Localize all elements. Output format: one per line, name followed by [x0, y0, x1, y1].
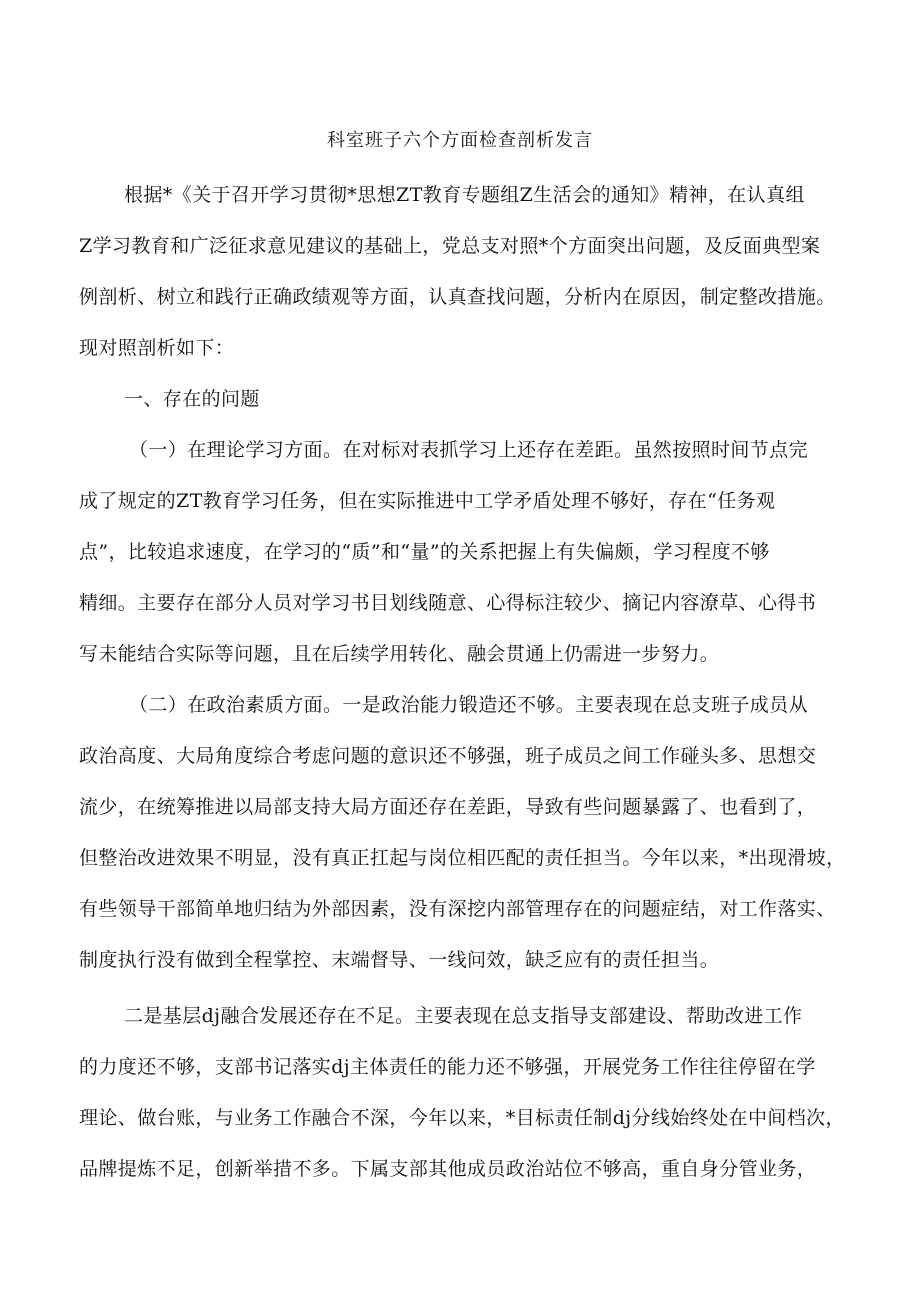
section-heading: 一、存在的问题	[124, 388, 260, 410]
paragraph-line: 成了规定的ZT教育学习任务，但在实际推进中工学矛盾处理不够好，存在“任务观	[79, 490, 776, 512]
paragraph-line: （一）在理论学习方面。在对标对表抓学习上还存在差距。虽然按照时间节点完	[129, 439, 809, 461]
paragraph-line: 的力度还不够，支部书记落实dj主体责任的能力还不够强，开展党务工作往往停留在学	[79, 1056, 816, 1078]
paragraph-line: 理论、做台账，与业务工作融合不深，今年以来，*目标责任制dj分线始终处在中间档次，	[79, 1107, 845, 1129]
document-title: 科室班子六个方面检查剖析发言	[327, 130, 593, 151]
paragraph-line: 制度执行没有做到全程掌控、末端督导、一线问效，缺乏应有的责任担当。	[79, 949, 720, 971]
paragraph-line: 但整治改进效果不明显，没有真正扛起与岗位相匹配的责任担当。今年以来，*出现滑坡，	[79, 847, 846, 869]
paragraph-line: 政治高度、大局角度综合考虑问题的意识还不够强，班子成员之间工作碰头多、思想交	[79, 745, 817, 767]
paragraph-line: 写未能结合实际等问题，且在后续学用转化、融会贯通上仍需进一步努力。	[79, 643, 720, 665]
paragraph-line: 例剖析、树立和践行正确政绩观等方面，认真查找问题，分析内在原因，制定整改措施。	[79, 286, 836, 308]
paragraph-line: 根据*《关于召开学习贯彻*思想ZT教育专题组Z生活会的通知》精神，在认真组	[124, 184, 805, 206]
paragraph-line: 品牌提炼不足，创新举措不多。下属支部其他成员政治站位不够高，重自身分管业务，	[79, 1158, 817, 1180]
paragraph-line: 二是基层dj融合发展还存在不足。主要表现在总支指导支部建设、帮助改进工作	[124, 1005, 803, 1027]
paragraph-line: 流少，在统筹推进以局部支持大局方面还存在差距，导致有些问题暴露了、也看到了，	[79, 796, 817, 818]
paragraph-line: （二）在政治素质方面。一是政治能力锻造还不够。主要表现在总支班子成员从	[129, 694, 809, 716]
paragraph-line: Z学习教育和广泛征求意见建议的基础上，党总支对照*个方面突出问题，及反面典型案	[79, 235, 821, 257]
paragraph-line: 现对照剖析如下：	[79, 337, 235, 359]
paragraph-line: 有些领导干部简单地归结为外部因素，没有深挖内部管理存在的问题症结，对工作落实、	[79, 898, 836, 920]
paragraph-line: 点”，比较追求速度，在学习的“质”和“量”的关系把握上有失偏颇，学习程度不够	[79, 541, 770, 563]
paragraph-line: 精细。主要存在部分人员对学习书目划线随意、心得标注较少、摘记内容潦草、心得书	[79, 592, 817, 614]
